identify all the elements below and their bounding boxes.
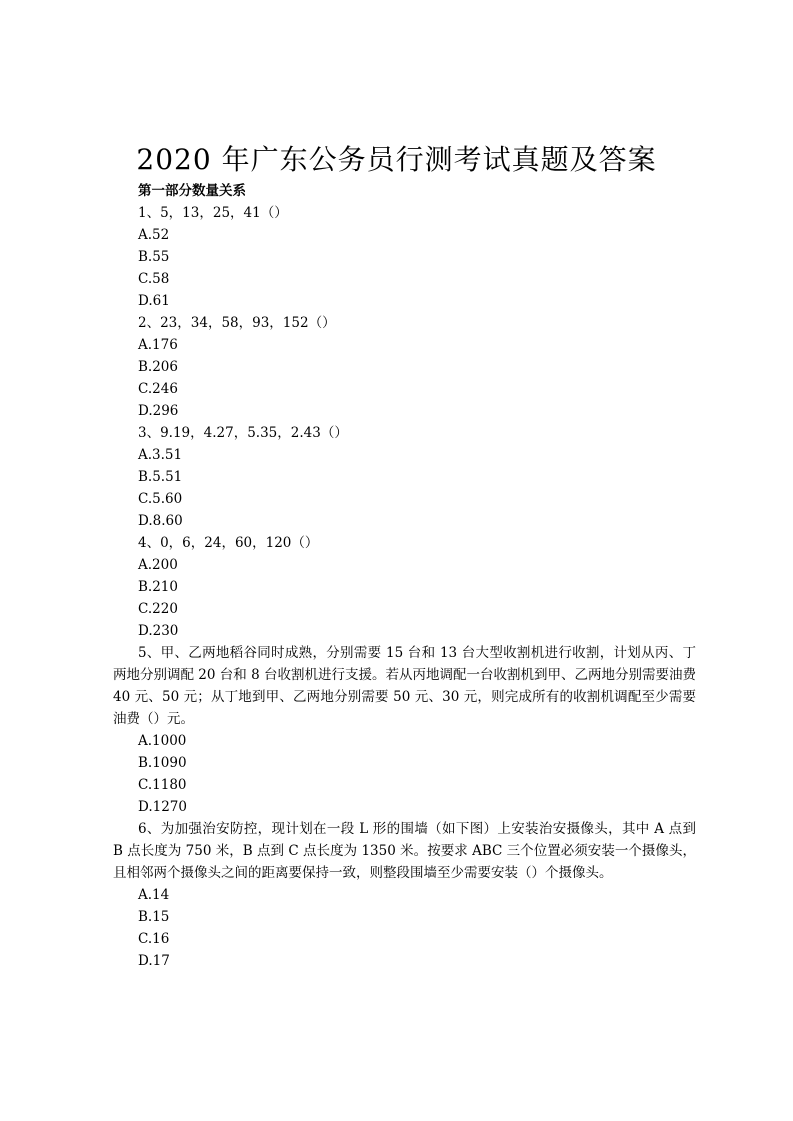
question-stem: 4、0，6，24，60，120（） xyxy=(138,535,319,551)
option-a: A.200 xyxy=(138,557,178,573)
option-a: A.14 xyxy=(138,887,170,903)
option-d: D.296 xyxy=(138,403,179,419)
option-c: C.5.60 xyxy=(138,491,183,507)
option-a: A.52 xyxy=(138,227,170,243)
document-title: 2020 年广东公务员行测考试真题及答案 xyxy=(136,143,657,176)
document-body xyxy=(113,180,696,972)
question-stem: 2、23，34，58，93，152（） xyxy=(138,315,336,331)
option-b: B.210 xyxy=(138,579,178,595)
option-d: D.17 xyxy=(138,953,170,969)
option-c: C.58 xyxy=(138,271,170,287)
question-stem: 6、为加强治安防控，现计划在一段 L 形的围墙（如下图）上安装治安摄像头，其中 A 点到 B 点长度为 750 米，B 点到 C 点长度为 1350 米。按要求 ABC 三个位置必须安装一个摄像头，且相邻两个摄像头之间的距离要保持一致，则整段围墙至少需要安装（）个摄像头。 xyxy=(113,821,696,881)
option-d: D.61 xyxy=(138,293,170,309)
question-3 xyxy=(113,422,696,532)
option-b: B.1090 xyxy=(138,755,187,771)
question-5 xyxy=(113,642,696,818)
option-c: C.246 xyxy=(138,381,178,397)
question-2 xyxy=(113,312,696,422)
option-a: A.3.51 xyxy=(138,447,183,463)
option-d: D.1270 xyxy=(138,799,187,815)
option-b: B.15 xyxy=(138,909,170,925)
option-d: D.230 xyxy=(138,623,179,639)
question-6 xyxy=(113,818,696,972)
question-stem: 3、9.19，4.27，5.35，2.43（） xyxy=(138,425,348,441)
question-1 xyxy=(113,202,696,312)
question-4 xyxy=(113,532,696,642)
question-stem: 1、5，13，25，41（） xyxy=(138,205,288,221)
option-a: A.176 xyxy=(138,337,178,353)
option-c: C.16 xyxy=(138,931,170,947)
option-b: B.206 xyxy=(138,359,178,375)
option-c: C.220 xyxy=(138,601,178,617)
option-c: C.1180 xyxy=(138,777,187,793)
option-d: D.8.60 xyxy=(138,513,183,529)
option-a: A.1000 xyxy=(138,733,187,749)
option-b: B.5.51 xyxy=(138,469,183,485)
option-b: B.55 xyxy=(138,249,170,265)
question-stem: 5、甲、乙两地稻谷同时成熟，分别需要 15 台和 13 台大型收割机进行收割，计划从丙、丁两地分别调配 20 台和 8 台收割机进行支援。若从丙地调配一台收割机到甲、乙两地分别需要油费 40 元、50 元；从丁地到甲、乙两地分别需要 50 元、30 元，则完成所有的收割机调配至少需要油费（）元。 xyxy=(113,645,696,727)
section-heading: 第一部分数量关系 xyxy=(138,183,246,199)
